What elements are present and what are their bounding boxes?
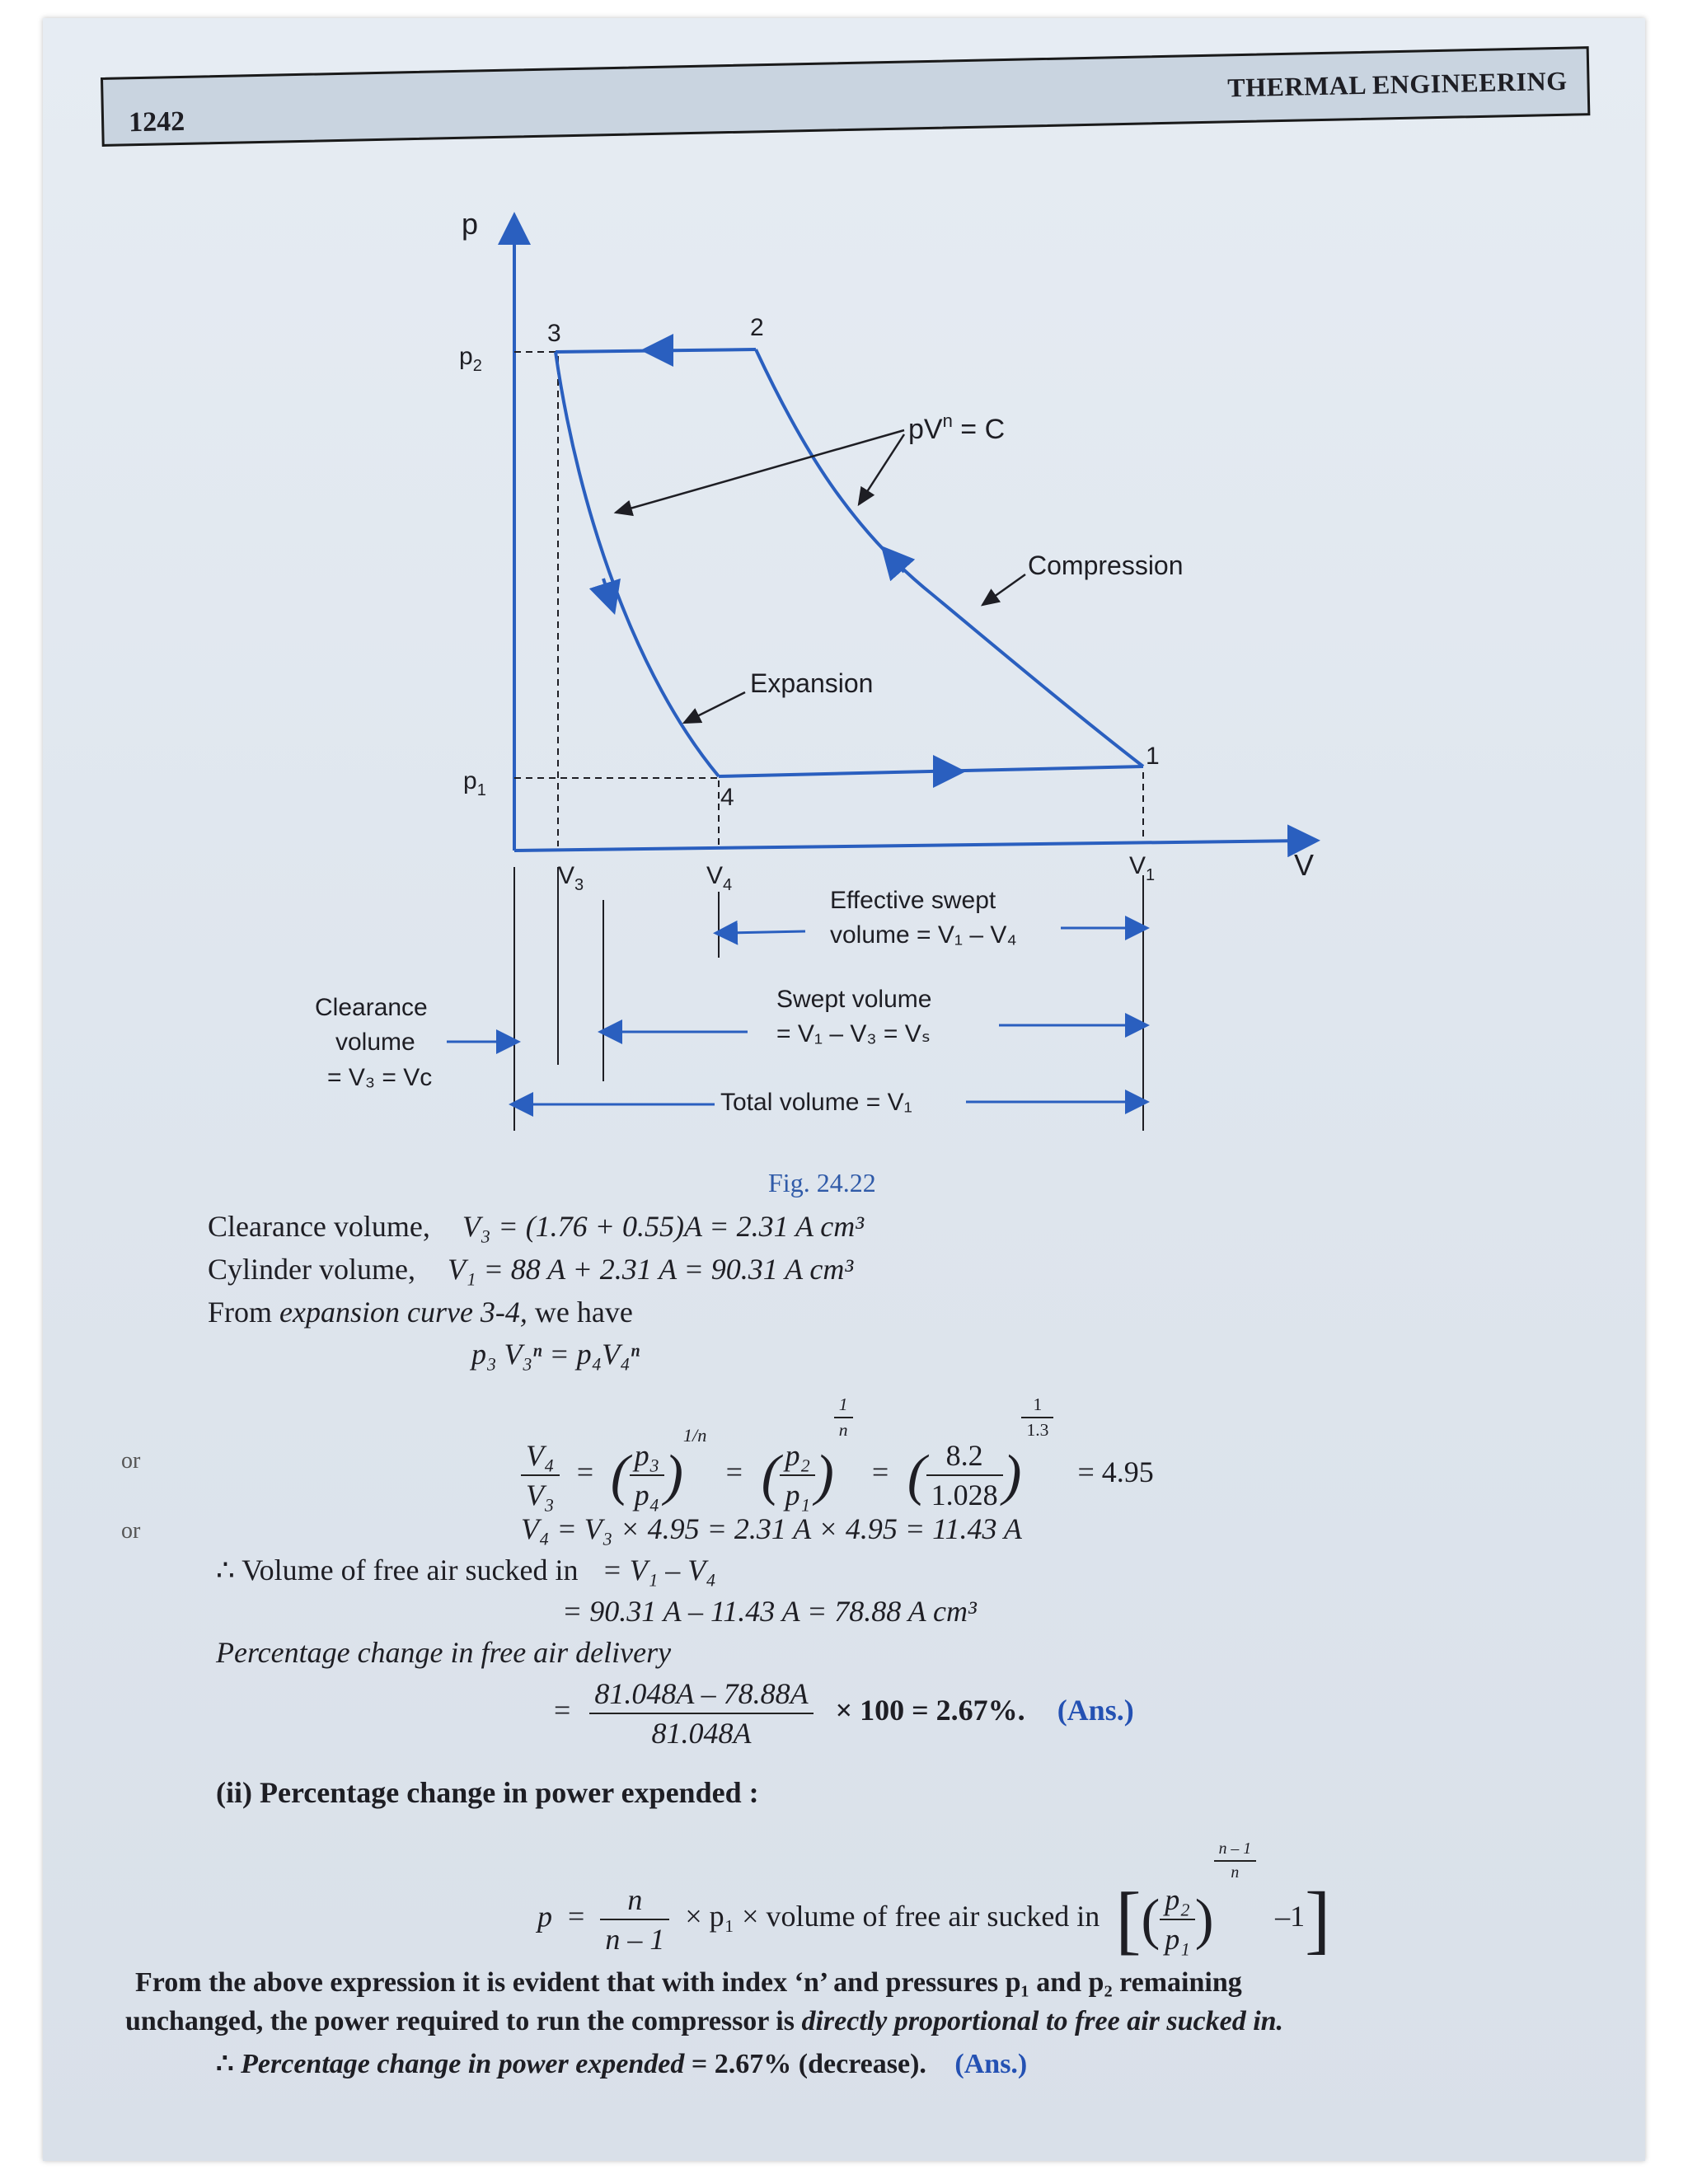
ratio-equation: $\frac{\text{V₄}}{\text{V₃}}$ = ( $\frac{\text{p₃}}{\text{p₄}}$ )$^{1/n}$ = ( $\frac{\text{p₂}}{\text{p₁}}$ ) $\frac{1}{n}$ = ( $\frac{8.2}{1.028}$ ) $\frac{1}{1.3}$ = 4.95 bbox=[521, 1394, 1154, 1512]
p3-over-p4: $\frac{\text{p₃}}{\text{p₄}}$ bbox=[630, 1438, 665, 1512]
exp-1-over-n-frac: $\frac{1}{n}$ bbox=[834, 1394, 853, 1441]
power-mid: × p₁ × volume of free air sucked in bbox=[685, 1900, 1100, 1933]
clearance-volume-label: Clearance volume, bbox=[208, 1210, 430, 1243]
swept-label-2: = V₁ – V₃ = Vₛ bbox=[776, 1020, 931, 1047]
compression-arrow bbox=[892, 558, 904, 572]
cylinder-volume-line bbox=[208, 1252, 853, 1286]
ratio-8-2-over-1-028: $\frac{8.2}{1.028}$ bbox=[926, 1438, 1003, 1512]
from-expansion-a: From bbox=[208, 1296, 280, 1329]
v-axis-label: V bbox=[1294, 848, 1315, 882]
effective-swept-label-1: Effective swept bbox=[830, 887, 996, 914]
margin-or-2: or bbox=[121, 1518, 141, 1544]
pct-result: × 100 = 2.67%. bbox=[835, 1694, 1025, 1727]
compression-leader bbox=[982, 574, 1025, 605]
free-air-label: ∴ Volume of free air sucked in bbox=[216, 1554, 579, 1586]
page-number: 1242 bbox=[128, 105, 185, 138]
ans-badge-1: (Ans.) bbox=[1057, 1694, 1134, 1727]
p1-label: $p_1$ bbox=[463, 767, 486, 799]
pct-fraction: $\frac{81.048A - 78.88A}{81.048A}$ bbox=[589, 1676, 813, 1750]
conclusion-line-3: ∴ Percentage change in power expended = 2.67% (decrease). (Ans.) bbox=[216, 2049, 1028, 2079]
power-minus-1: –1 bbox=[1275, 1900, 1306, 1933]
effective-swept-label-2: volume = V₁ – V₄ bbox=[830, 921, 1017, 949]
v4-over-v3: $\frac{\text{V₄}}{\text{V₃}}$ bbox=[521, 1438, 560, 1512]
cylinder-volume-label: Cylinder volume, bbox=[208, 1253, 415, 1286]
ratio-result: = 4.95 bbox=[1077, 1455, 1154, 1489]
expansion-curve bbox=[556, 352, 719, 776]
from-expansion-b: expansion curve 3-4, bbox=[279, 1296, 528, 1329]
pct-free-air-label: Percentage change in free air delivery bbox=[216, 1636, 672, 1669]
cylinder-volume-eq: V₁ = 88 A + 2.31 A = 90.31 A cm³ bbox=[447, 1253, 854, 1286]
point-3-label: 3 bbox=[547, 320, 561, 347]
power-p: p bbox=[537, 1900, 552, 1933]
p-axis-label: p bbox=[462, 207, 479, 241]
pct-free-air-equation: = $\frac{81.048A - 78.88A}{81.048A}$ × 100 = 2.67%. (Ans.) bbox=[554, 1677, 1134, 1750]
effective-swept-arrow-left bbox=[725, 931, 805, 933]
v3-label: $V_3$ bbox=[558, 862, 584, 894]
exp-1-over-1-3: $\frac{1}{1.3}$ bbox=[1021, 1394, 1053, 1441]
free-air-line-1 bbox=[216, 1553, 716, 1587]
pv-relation: p₃ V₃ⁿ = p₄V₄ⁿ bbox=[471, 1338, 640, 1371]
running-head: THERMAL ENGINEERING bbox=[1226, 65, 1568, 103]
clearance-label-2: volume bbox=[335, 1029, 415, 1056]
from-expansion-c: we have bbox=[527, 1296, 633, 1329]
power-p2-over-p1: $\frac{\text{p₂}}{\text{p₁}}$ bbox=[1160, 1882, 1195, 1957]
polytropic-leader-2 bbox=[859, 434, 904, 504]
exp-1-over-n: 1/n bbox=[682, 1425, 707, 1446]
from-expansion-line bbox=[208, 1295, 633, 1329]
conclusion-line-2: unchanged, the power required to run the compressor is directly proportional to free air sucked in. bbox=[125, 2006, 1284, 2036]
ans-badge-2: (Ans.) bbox=[954, 2049, 1028, 2079]
expansion-arrow bbox=[603, 579, 610, 599]
expansion-leader bbox=[684, 692, 745, 723]
v1-label: $V_1$ bbox=[1129, 852, 1156, 884]
conclusion-line-1: From the above expression it is evident that with index ‘n’ and pressures p₁ and p₂ remaining bbox=[135, 1967, 1242, 1998]
power-equation: p = $\frac{n}{n - 1}$ × p₁ × volume of free air sucked in [( $\frac{\text{p₂}}{\text{p₁}}$ ) $\frac{n - 1}{n}$ –1] bbox=[537, 1840, 1331, 1962]
delivery-line bbox=[556, 349, 756, 352]
p2-over-p1: $\frac{\text{p₂}}{\text{p₁}}$ bbox=[780, 1438, 815, 1512]
v4-label: $V_4$ bbox=[706, 862, 733, 894]
part-ii-heading: (ii) Percentage change in power expended : bbox=[216, 1776, 759, 1809]
clearance-label-3: = V₃ = Vᴄ bbox=[327, 1064, 433, 1091]
point-2-label: 2 bbox=[750, 314, 764, 341]
free-air-eq2: = 90.31 A – 11.43 A = 78.88 A cm³ bbox=[562, 1595, 977, 1628]
margin-or-1: or bbox=[121, 1448, 141, 1474]
swept-label-1: Swept volume bbox=[776, 986, 932, 1013]
point-1-label: 1 bbox=[1146, 743, 1160, 770]
n-over-n-minus-1: $\frac{n}{n - 1}$ bbox=[600, 1882, 669, 1957]
expansion-label: Expansion bbox=[750, 668, 874, 698]
free-air-eq1: = V₁ – V₄ bbox=[602, 1554, 716, 1586]
clearance-label-1: Clearance bbox=[315, 994, 428, 1021]
suction-line bbox=[719, 766, 1143, 776]
page bbox=[43, 18, 1645, 2161]
p2-label: $p_2$ bbox=[459, 343, 482, 375]
clearance-volume-line bbox=[208, 1209, 864, 1244]
figure-caption: Fig. 24.22 bbox=[768, 1168, 876, 1197]
polytropic-label: $pV^n = C$ bbox=[908, 410, 1006, 445]
power-exponent: $\frac{n - 1}{n}$ bbox=[1214, 1840, 1257, 1882]
v-axis bbox=[514, 841, 1304, 851]
pv-diagram bbox=[43, 18, 1645, 1188]
point-4-label: 4 bbox=[720, 784, 734, 811]
clearance-volume-eq: V₃ = (1.76 + 0.55)A = 2.31 A cm³ bbox=[462, 1210, 865, 1243]
v4-equation: V₄ = V₃ × 4.95 = 2.31 A × 4.95 = 11.43 A bbox=[521, 1512, 1022, 1545]
compression-label: Compression bbox=[1028, 551, 1184, 580]
total-volume-label: Total volume = V₁ bbox=[720, 1089, 912, 1116]
